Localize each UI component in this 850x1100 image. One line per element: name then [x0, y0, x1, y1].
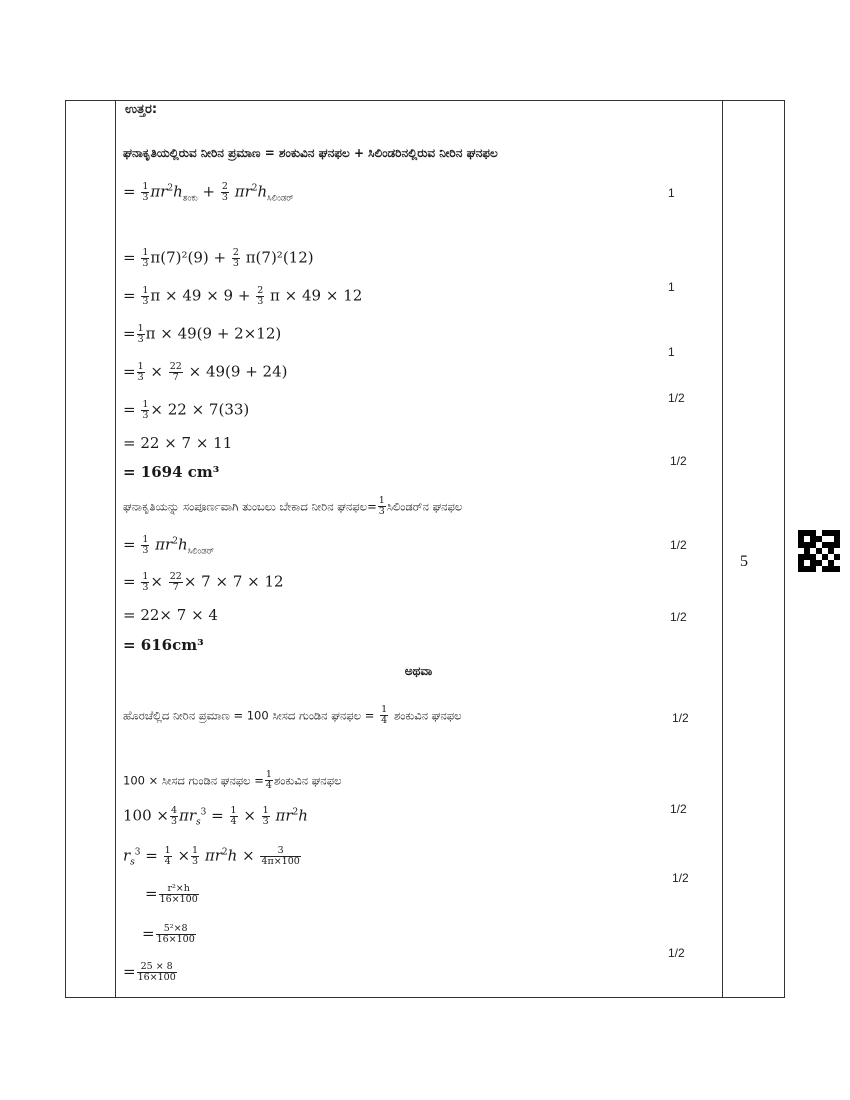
alternate-statement: ಹೊರಚೆಲ್ಲಿದ ನೀರಿನ ಪ್ರಮಾಣ = 100 ಸೀಸದ ಗುಂಡಿನ ಘನಫಲ = $\frac{1}{4}$ ಶಂಕುವಿನ ಘನಫಲ: [123, 704, 462, 726]
cylinder-substitution: = $\frac{1}{3}$ × $\frac{22}{7}$ × 7 × 7 × 12: [123, 571, 284, 593]
mark: 1/2: [668, 946, 685, 960]
step-simplify: = $\frac{1}{3}$ × 22 × 7(33): [123, 399, 250, 421]
alternate-line-5: = $\frac{\text{r²×h}}{16\times 100}$: [145, 883, 198, 905]
result-616: = 616cm³: [123, 636, 204, 654]
mark: 1/2: [670, 454, 687, 468]
cylinder-product: = 22× 7 × 4: [123, 606, 218, 624]
column-divider-left: [115, 100, 116, 998]
column-divider-right: [722, 100, 723, 998]
formula-line: = $\frac{1}{3}$ $\pi r^2h_{ಶಂಕು}$ + $\frac{2}{3}$ $\pi r^2h_{ಸಿಲಿಂಡರ್}$: [123, 181, 294, 204]
qr-code-icon: [798, 530, 840, 572]
mark: 1/2: [668, 391, 685, 405]
step-pi-value: = $\frac{1}{3}$ × $\frac{22}{7}$ × 49(9 + 24): [123, 361, 288, 383]
total-score: 5: [740, 553, 748, 570]
mark: 1: [668, 280, 675, 294]
alternate-line-6: = $\frac{\text{5²×8}}{16\times 100}$: [142, 923, 195, 945]
answer-heading: ಉತ್ತರ:: [125, 102, 158, 117]
cylinder-fraction-formula: = $\frac{1}{3}$ $\pi r^2h_{ಸಿಲಿಂಡರ್}$: [123, 534, 214, 557]
alternate-line-3: 100 × $\frac{4}{3}$ $\pi r_s^3$ = $\frac{1}{4}$ × $\frac{1}{3}$ $\pi r^2h$: [123, 805, 308, 828]
alternate-line-2: 100 × ಸೀಸದ ಗುಂಡಿನ ಘನಫಲ = $\frac{1}{4}$ ಶಂಕುವಿನ ಘನಫಲ: [123, 769, 342, 791]
mark: 1/2: [672, 871, 689, 885]
mark: 1/2: [670, 610, 687, 624]
alternate-line-7: = $\frac{25 \times 8}{16\times 100}$: [123, 961, 176, 983]
step-product: = 22 × 7 × 11: [123, 434, 233, 452]
mark: 1/2: [672, 711, 689, 725]
fill-statement: ಘನಾಕೃತಿಯನ್ನು ಸಂಪೂರ್ಣವಾಗಿ ತುಂಬಲು ಬೇಕಾದ ನೀರಿನ ಘನಫಲ= $\frac{1}{3}$ ಸಿಲಿಂಡರ್‌ನ ಘನಫಲ: [123, 495, 463, 517]
volume-statement: ಘನಾಕೃತಿಯಲ್ಲಿರುವ ನೀರಿನ ಪ್ರಮಾಣ = ಶಂಕುವಿನ ಘನಫಲ + ಸಿಲಿಂಡರಿನಲ್ಲಿರುವ ನೀರಿನ ಘನಫಲ: [123, 146, 498, 160]
result-1694: = 1694 cm³: [123, 463, 220, 481]
step-substitution: = $\frac{1}{3}$ π(7)²(9) + $\frac{2}{3}$ π(7)²(12): [123, 247, 314, 269]
mark: 1: [668, 345, 675, 359]
mark: 1/2: [670, 802, 687, 816]
step-factor: = $\frac{1}{3}$ π × 49(9 + 2×12): [123, 323, 282, 345]
alternate-line-4: $r_s^3$ = $\frac{1}{4}$ × $\frac{1}{3}$ $\pi r^2h$ × $\frac{3}{4\pi\times 100}$: [123, 845, 300, 868]
mark: 1: [668, 186, 675, 200]
step-expand: = $\frac{1}{3}$ π × 49 × 9 + $\frac{2}{3}$ π × 49 × 12: [123, 285, 363, 307]
mark: 1/2: [670, 538, 687, 552]
or-divider: ಅಥವಾ: [404, 664, 433, 678]
